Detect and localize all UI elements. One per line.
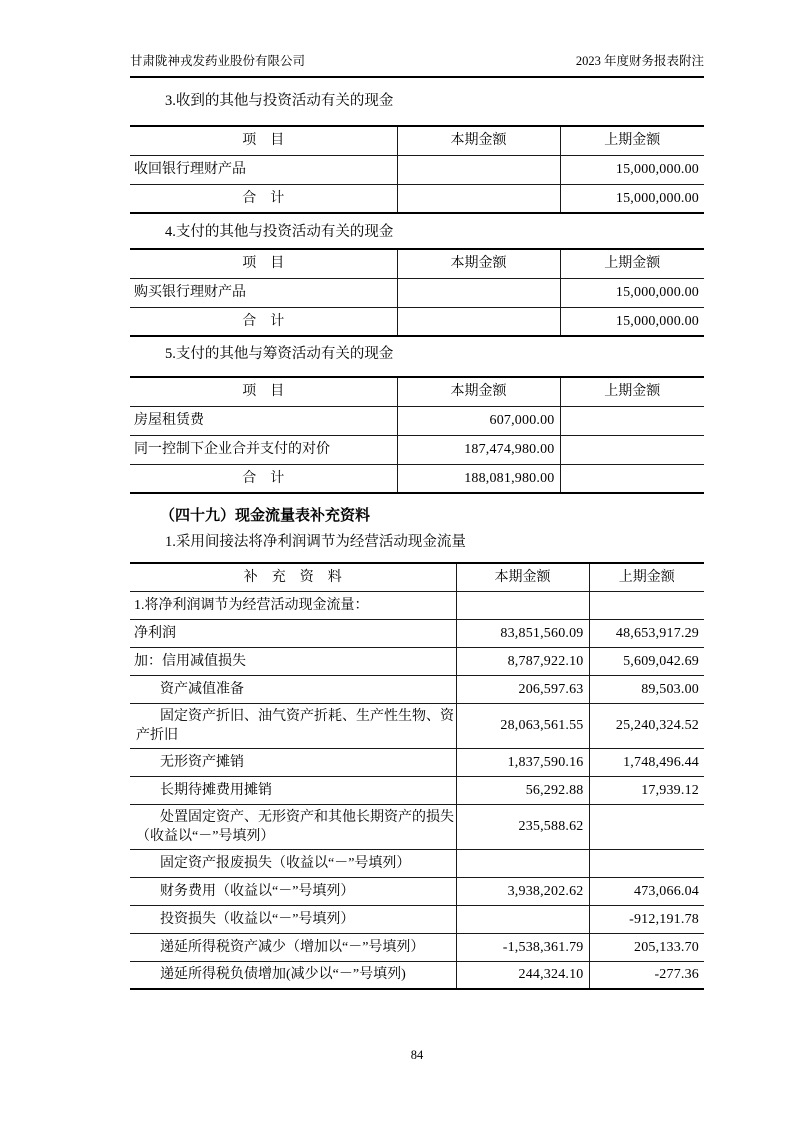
column-header-current-period: 本期金额 xyxy=(397,126,560,155)
header-doc-title: 2023 年度财务报表附注 xyxy=(575,54,704,68)
table-row xyxy=(130,155,704,184)
current-amount-cell xyxy=(397,278,560,307)
row-label: 购买银行理财产品 xyxy=(130,278,397,307)
current-amount-cell: 187,474,980.00 xyxy=(397,435,560,464)
column-header-prior-period: 上期金额 xyxy=(560,377,704,406)
table-row xyxy=(130,591,704,619)
prior-amount-cell: 15,000,000.00 xyxy=(560,307,704,336)
table-other-cash-paid-financing xyxy=(130,376,704,494)
prior-amount-cell: 473,066.04 xyxy=(589,877,704,905)
page-number: 84 xyxy=(410,1048,424,1062)
column-header-prior-period: 上期金额 xyxy=(560,249,704,278)
current-amount-cell: 607,000.00 xyxy=(397,406,560,435)
prior-amount-cell: 205,133.70 xyxy=(589,933,704,961)
total-label: 合 计 xyxy=(130,307,397,336)
row-label: 固定资产报废损失（收益以“－”号填列） xyxy=(130,849,456,877)
table-cash-flow-supplementary xyxy=(130,562,704,990)
prior-amount-cell: 25,240,324.52 xyxy=(589,703,704,748)
table-row xyxy=(130,703,704,748)
prior-amount-cell xyxy=(560,435,704,464)
current-amount-cell: 1,837,590.16 xyxy=(456,748,589,776)
table-row xyxy=(130,877,704,905)
column-header-item: 补 充 资 料 xyxy=(130,563,456,591)
table-row xyxy=(130,278,704,307)
current-amount-cell xyxy=(397,184,560,213)
prior-amount-cell xyxy=(560,464,704,493)
prior-amount-cell: 15,000,000.00 xyxy=(560,278,704,307)
prior-amount-cell: 48,653,917.29 xyxy=(589,619,704,647)
row-label: 财务费用（收益以“－”号填列） xyxy=(130,877,456,905)
prior-amount-cell: 15,000,000.00 xyxy=(560,155,704,184)
prior-amount-cell: 5,609,042.69 xyxy=(589,647,704,675)
current-amount-cell xyxy=(456,905,589,933)
prior-amount-cell xyxy=(560,406,704,435)
table-row xyxy=(130,406,704,435)
current-amount-cell xyxy=(397,155,560,184)
prior-amount-cell xyxy=(589,849,704,877)
section-heading-3: 3.收到的其他与投资活动有关的现金 xyxy=(165,93,394,109)
column-header-current-period: 本期金额 xyxy=(397,249,560,278)
table-row xyxy=(130,675,704,703)
column-header-current-period: 本期金额 xyxy=(456,563,589,591)
table-row xyxy=(130,748,704,776)
section-heading-5: 5.支付的其他与筹资活动有关的现金 xyxy=(165,346,394,362)
column-header-prior-period: 上期金额 xyxy=(589,563,704,591)
current-amount-cell xyxy=(456,591,589,619)
current-amount-cell: 83,851,560.09 xyxy=(456,619,589,647)
column-header-item: 项 目 xyxy=(130,126,397,155)
row-label: 投资损失（收益以“－”号填列） xyxy=(130,905,456,933)
table-other-cash-received-investing xyxy=(130,125,704,214)
total-label: 合 计 xyxy=(130,184,397,213)
current-amount-cell: -1,538,361.79 xyxy=(456,933,589,961)
total-label: 合 计 xyxy=(130,464,397,493)
prior-amount-cell: 1,748,496.44 xyxy=(589,748,704,776)
current-amount-cell: 28,063,561.55 xyxy=(456,703,589,748)
current-amount-cell: 3,938,202.62 xyxy=(456,877,589,905)
page-header xyxy=(130,0,704,78)
table-row xyxy=(130,619,704,647)
table-row xyxy=(130,933,704,961)
table-total-row xyxy=(130,307,704,336)
row-label: 递延所得税资产减少（增加以“－”号填列） xyxy=(130,933,456,961)
row-label: 同一控制下企业合并支付的对价 xyxy=(130,435,397,464)
table-row xyxy=(130,776,704,804)
current-amount-cell: 244,324.10 xyxy=(456,961,589,989)
prior-amount-cell xyxy=(589,804,704,849)
header-company-name: 甘肃陇神戎发药业股份有限公司 xyxy=(130,54,306,68)
current-amount-cell xyxy=(456,849,589,877)
table-header-row xyxy=(130,249,704,278)
row-label: 加：信用减值损失 xyxy=(130,647,456,675)
table-row xyxy=(130,961,704,989)
current-amount-cell: 8,787,922.10 xyxy=(456,647,589,675)
prior-amount-cell: -277.36 xyxy=(589,961,704,989)
column-header-current-period: 本期金额 xyxy=(397,377,560,406)
current-amount-cell: 206,597.63 xyxy=(456,675,589,703)
row-label: 固定资产折旧、油气资产折耗、生产性生物、资产折旧 xyxy=(130,703,456,748)
prior-amount-cell: 89,503.00 xyxy=(589,675,704,703)
row-label: 1.将净利润调节为经营活动现金流量： xyxy=(130,591,456,619)
table-row xyxy=(130,647,704,675)
column-header-item: 项 目 xyxy=(130,249,397,278)
table-header-row xyxy=(130,563,704,591)
current-amount-cell: 235,588.62 xyxy=(456,804,589,849)
row-label: 净利润 xyxy=(130,619,456,647)
row-label: 长期待摊费用摊销 xyxy=(130,776,456,804)
current-amount-cell: 56,292.88 xyxy=(456,776,589,804)
section-heading-49: （四十九）现金流量表补充资料 xyxy=(160,508,371,524)
row-label: 收回银行理财产品 xyxy=(130,155,397,184)
row-label: 处置固定资产、无形资产和其他长期资产的损失（收益以“－”号填列） xyxy=(130,804,456,849)
table-row xyxy=(130,804,704,849)
prior-amount-cell: 15,000,000.00 xyxy=(560,184,704,213)
table-header-row xyxy=(130,126,704,155)
row-label: 房屋租赁费 xyxy=(130,406,397,435)
column-header-prior-period: 上期金额 xyxy=(560,126,704,155)
table-row xyxy=(130,435,704,464)
table-row xyxy=(130,849,704,877)
current-amount-cell xyxy=(397,307,560,336)
prior-amount-cell: -912,191.78 xyxy=(589,905,704,933)
current-amount-cell: 188,081,980.00 xyxy=(397,464,560,493)
prior-amount-cell xyxy=(589,591,704,619)
table-other-cash-paid-investing xyxy=(130,248,704,337)
prior-amount-cell: 17,939.12 xyxy=(589,776,704,804)
table-total-row xyxy=(130,464,704,493)
column-header-item: 项 目 xyxy=(130,377,397,406)
row-label: 无形资产摊销 xyxy=(130,748,456,776)
table-total-row xyxy=(130,184,704,213)
table-row xyxy=(130,905,704,933)
section-heading-4: 4.支付的其他与投资活动有关的现金 xyxy=(165,224,394,240)
table-header-row xyxy=(130,377,704,406)
section-subheading-indirect-method: 1.采用间接法将净利润调节为经营活动现金流量 xyxy=(165,534,466,550)
row-label: 递延所得税负债增加(减少以“－”号填列) xyxy=(130,961,456,989)
row-label: 资产减值准备 xyxy=(130,675,456,703)
